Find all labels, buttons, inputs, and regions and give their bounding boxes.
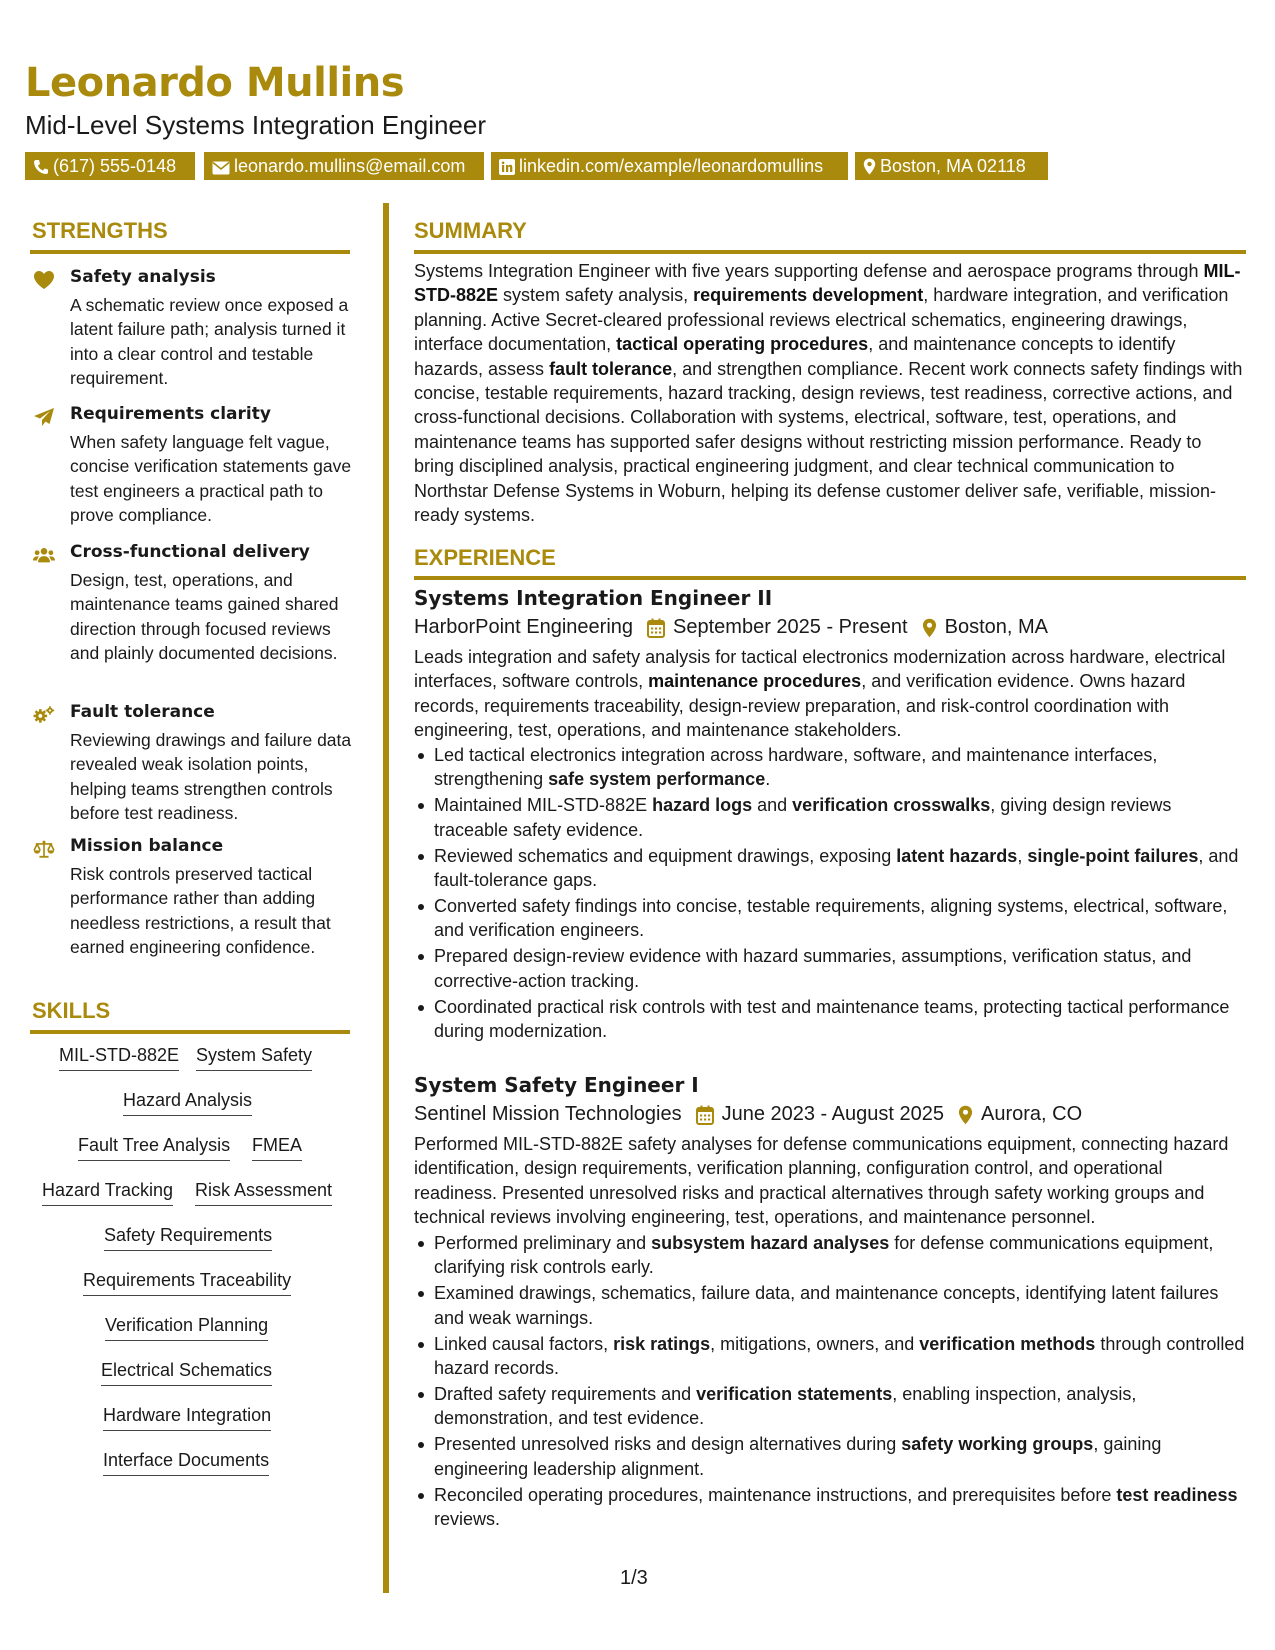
job-bullets (414, 1231, 1246, 1533)
column-divider (383, 203, 389, 1593)
bullet-item: Coordinated practical risk controls with test and maintenance teams, protecting tactical performance during modernization. (414, 995, 1246, 1044)
job-meta (414, 616, 1048, 639)
phone-icon (33, 159, 49, 175)
bullet-item: Reconciled operating procedures, maintenance instructions, and prerequisites before test readiness reviews. (414, 1483, 1246, 1532)
experience-rule (414, 576, 1246, 580)
strength-desc: Reviewing drawings and failure data revealed weak isolation points, helping teams strengthen controls before test readiness. (70, 730, 352, 823)
contact-phone-text: (617) 555-0148 (53, 156, 177, 176)
heart-icon (33, 270, 55, 290)
skill-tag: Interface Documents (103, 1449, 269, 1476)
skill-tag: Hardware Integration (103, 1404, 271, 1431)
users-icon (33, 545, 55, 565)
bullet-item: Drafted safety requirements and verification statements, enabling inspection, analysis, demonstration, and test evidence. (414, 1382, 1246, 1431)
job-company: Sentinel Mission Technologies (414, 1103, 682, 1125)
job-dates: June 2023 - August 2025 (721, 1103, 944, 1125)
candidate-name: Leonardo Mullins (25, 60, 405, 106)
contact-linkedin-text: linkedin.com/example/leonardomullins (519, 156, 824, 176)
job-company: HarborPoint Engineering (414, 616, 634, 638)
bullet-item: Reviewed schematics and equipment drawings, exposing latent hazards, single-point failures, and fault-tolerance gaps. (414, 844, 1246, 893)
paper-plane-icon (33, 407, 55, 427)
strength-title: Requirements clarity (70, 404, 271, 424)
job-description: Leads integration and safety analysis for tactical electronics modernization across hardware, electrical interfaces, software controls, maintenance procedures, and verification evidence. Owns hazard records, requirements traceability, design-review preparation, and risk-control coordination with engineering, test, operations, and maintenance stakeholders. (414, 647, 1226, 741)
experience-heading: EXPERIENCE (414, 545, 556, 570)
bullet-item: Presented unresolved risks and design alternatives during safety working groups, gaining engineering leadership alignment. (414, 1432, 1246, 1481)
strength-title: Safety analysis (70, 267, 216, 287)
job-title: Systems Integration Engineer II (414, 586, 773, 610)
skill-tag: Hazard Tracking (42, 1179, 173, 1206)
bullet-item: Performed preliminary and subsystem hazard analyses for defense communications equipment, clarifying risk controls early. (414, 1231, 1246, 1280)
contact-email-text: leonardo.mullins@email.com (234, 156, 466, 176)
map-pin-icon (863, 158, 876, 175)
page-number: 1/3 (620, 1567, 648, 1589)
strength-desc: When safety language felt vague, concise verification statements gave test engineers a practical path to prove compliance. (70, 432, 352, 525)
gears-icon (33, 705, 55, 725)
skill-tag: Electrical Schematics (101, 1359, 272, 1386)
skill-tag: System Safety (196, 1044, 312, 1071)
bullet-item: Led tactical electronics integration across hardware, software, and maintenance interfaces, strengthening safe system performance. (414, 743, 1246, 792)
skill-tag: Requirements Traceability (83, 1269, 291, 1296)
summary-text: Systems Integration Engineer with five years supporting defense and aerospace programs through MIL-STD-882E system safety analysis, requirements development, hardware integration, and verification planning. Active Secret-cleared professional reviews electrical schematics, engineering drawings, interface documentation, tactical operating procedures, and maintenance concepts to identify hazards, assess fault tolerance, and strengthen compliance. Recent work connects safety findings with concise, testable requirements, hazard tracking, design reviews, test readiness, corrective actions, and cross-functional decisions. Collaboration with systems, electrical, software, test, operations, and maintenance teams has supported safer designs without restricting mission performance. Ready to bring disciplined analysis, practical engineering judgment, and clear technical communication to Northstar Defense Systems in Woburn, helping its defense customer deliver safe, verifiable, mission-ready systems. (414, 261, 1243, 526)
strength-title: Cross-functional delivery (70, 542, 310, 562)
skill-tag: Safety Requirements (104, 1224, 272, 1251)
contact-phone[interactable] (25, 152, 195, 180)
job-title-headline: Mid-Level Systems Integration Engineer (25, 110, 487, 140)
strength-desc: Risk controls preserved tactical performance rather than adding needless restrictions, a result that earned engineering confidence. (70, 864, 331, 957)
strengths-heading: STRENGTHS (32, 218, 168, 243)
bullet-item: Maintained MIL-STD-882E hazard logs and verification crosswalks, giving design reviews traceable safety evidence. (414, 793, 1246, 842)
skill-tag: FMEA (252, 1134, 302, 1161)
contact-linkedin[interactable] (491, 152, 848, 180)
strength-title: Mission balance (70, 836, 224, 856)
strength-desc: Design, test, operations, and maintenance teams gained shared direction through focused reviews and plainly documented decisions. (70, 570, 339, 663)
calendar-icon (696, 1105, 714, 1125)
skill-tag: MIL-STD-882E (59, 1044, 179, 1071)
linkedin-icon (499, 159, 515, 175)
balance-scale-icon (33, 839, 55, 859)
job-bullets (414, 743, 1246, 1045)
job-location: Aurora, CO (980, 1103, 1083, 1125)
job-meta (414, 1103, 1082, 1126)
bullet-item: Prepared design-review evidence with hazard summaries, assumptions, verification status, and corrective-action tracking. (414, 944, 1246, 993)
skills-rule (30, 1030, 350, 1034)
bullet-item: Linked causal factors, risk ratings, mitigations, owners, and verification methods through controlled hazard records. (414, 1332, 1246, 1381)
envelope-icon (212, 161, 230, 175)
map-pin-icon (922, 618, 937, 638)
summary-rule (414, 250, 1246, 254)
contact-location[interactable] (855, 152, 1048, 180)
map-pin-icon (958, 1105, 973, 1125)
bullet-item: Examined drawings, schematics, failure data, and maintenance concepts, identifying latent failures and weak warnings. (414, 1281, 1246, 1330)
job-title: System Safety Engineer I (414, 1073, 699, 1097)
strength-desc: A schematic review once exposed a latent failure path; analysis turned it into a clear control and testable requirement. (70, 295, 349, 388)
skill-tag: Risk Assessment (195, 1179, 332, 1206)
strength-title: Fault tolerance (70, 702, 215, 722)
contact-location-text: Boston, MA 02118 (880, 156, 1026, 176)
skill-tag: Hazard Analysis (123, 1089, 252, 1116)
skills-heading: SKILLS (32, 998, 111, 1023)
summary-heading: SUMMARY (414, 218, 527, 243)
bullet-item: Converted safety findings into concise, testable requirements, aligning systems, electrical, software, and verification engineers. (414, 894, 1246, 943)
job-description: Performed MIL-STD-882E safety analyses for defense communications equipment, connecting hazard identification, design requirements, verification planning, configuration control, and operational readiness. Presented unresolved risks and practical alternatives through safety working groups and technical reviews involving engineering, test, operations, and maintenance personnel. (414, 1134, 1229, 1228)
skill-tag: Verification Planning (105, 1314, 268, 1341)
job-dates: September 2025 - Present (673, 616, 908, 638)
contact-email[interactable] (204, 152, 484, 180)
calendar-icon (647, 618, 665, 638)
strengths-rule (30, 250, 350, 254)
job-location: Boston, MA (944, 616, 1049, 638)
skill-tag: Fault Tree Analysis (78, 1134, 230, 1161)
